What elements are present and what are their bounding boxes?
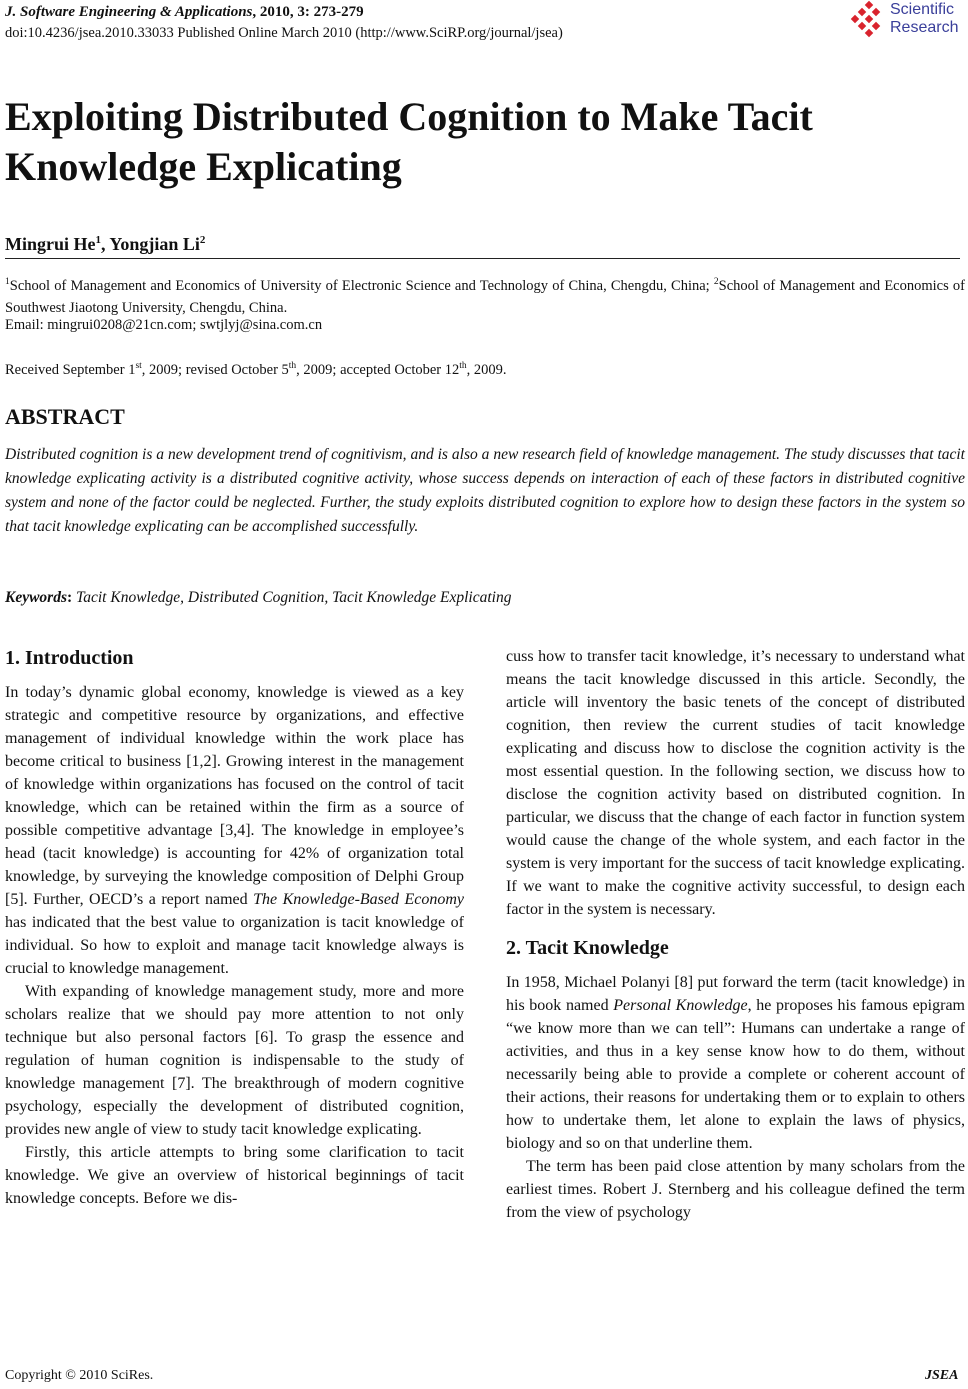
intro-p1-report-title: The Knowledge-Based Economy bbox=[253, 891, 464, 908]
author-separator: , bbox=[101, 234, 110, 254]
keywords-label: Keywords bbox=[5, 589, 67, 606]
section-heading-introduction: 1. Introduction bbox=[5, 647, 134, 669]
tacit-p1-book-title: Personal Knowledge bbox=[613, 997, 748, 1014]
abstract-heading: ABSTRACT bbox=[5, 404, 125, 429]
received-sup: st bbox=[135, 361, 142, 371]
left-column bbox=[5, 645, 464, 1210]
keywords-value: Tacit Knowledge, Distributed Cognition, Tacit Knowledge Explicating bbox=[76, 589, 512, 606]
journal-name: J. Software Engineering & Applications bbox=[5, 4, 253, 20]
abstract-text: Distributed cognition is a new development trend of cognitivism, and is also a new research field of knowledge management. The study discusses that tacit knowledge explicating activity is a distributed cognitive activity, whose success depends on interaction of each of these factors in distributed cognitive system and none of the factor could be neglected. Further, the study exploits distributed cognition to explore how to design these factors in the system so that tacit knowledge explicating can be accomplished successfully. bbox=[5, 446, 965, 535]
tacit-paragraph-1 bbox=[506, 971, 965, 1155]
author-1: Mingrui He bbox=[5, 234, 96, 254]
author-1-affil: 1 bbox=[95, 234, 101, 246]
title-rule bbox=[5, 258, 960, 259]
received-dates bbox=[5, 355, 507, 381]
keywords-colon: : bbox=[67, 589, 77, 606]
intro-paragraph-3: Firstly, this article attempts to bring some clarification to tacit knowledge. We give an overview of historical beginnings of tacit knowledge concepts. Before we dis- bbox=[5, 1144, 464, 1207]
affiliations bbox=[5, 271, 965, 319]
paper-title: Exploiting Distributed Cognition to Make Tacit Knowledge Explicating bbox=[5, 94, 813, 189]
affil-2-mark: 2 bbox=[713, 277, 719, 287]
accepted-sup: th bbox=[459, 361, 467, 371]
affil-1-mark: 1 bbox=[5, 277, 10, 287]
logo-wordmark bbox=[890, 1, 958, 37]
logo-line-1: Scientific bbox=[890, 1, 955, 18]
accepted-year: , 2009. bbox=[466, 361, 507, 378]
accepted-text: , 2009; accepted October 12 bbox=[296, 361, 460, 378]
intro-paragraph-1 bbox=[5, 681, 464, 980]
scientific-research-logo-icon bbox=[848, 0, 888, 40]
logo-line-2: Research bbox=[890, 19, 959, 36]
author-list bbox=[5, 228, 205, 256]
tacit-p1-rest: , he proposes his famous epigram “we know more than we can tell”: Humans can undertake a range of activities, and thus in a key sense know how to do them, without necessarily being able to provide a complete or coherent account of their actions, their reasons for undertaking them or to explain to others how to undertake them, let alone to explain the laws of physics, biology and so on that underline them. bbox=[506, 997, 965, 1152]
publisher-logo bbox=[848, 0, 968, 42]
keywords bbox=[5, 586, 512, 610]
right-column bbox=[506, 645, 965, 1224]
revised-sup: th bbox=[288, 361, 297, 371]
author-emails: Email: mingrui0208@21cn.com; swtjlyj@sina.com.cn bbox=[5, 317, 323, 333]
intro-p1-rest: has indicated that the best value to organization is tacit knowledge of individual. So how to exploit and manage tacit knowledge always is crucial to knowledge management. bbox=[5, 914, 464, 977]
revised-text: , 2009; revised October 5 bbox=[141, 361, 289, 378]
footer-copyright: Copyright © 2010 SciRes. bbox=[5, 1368, 154, 1383]
tacit-p1-text: In 1958, Michael Polanyi [8] put forward the term (tacit knowledge) in his book named bbox=[506, 974, 965, 1014]
affil-1-text: School of Management and Economics of University of Electronic Science and Technology of China, Chengdu, China; bbox=[9, 277, 714, 294]
author-2-affil: 2 bbox=[199, 234, 206, 246]
intro-p1-text: In today’s dynamic global economy, knowledge is viewed as a key strategic and competitive resource by organizations, and effective management of individual knowledge within the work place has become critical to business [1,2]. Growing interest in the management of knowledge within organizations has focused on the control of tacit knowledge, which can be retained within the firm as a source of possible competitive advantage [3,4]. The knowledge in employee’s head (tacit knowledge) is accounting for 42% of organization total knowledge, by surveying the knowledge composition of Delphi Group [5]. Further, OECD’s a report named bbox=[5, 684, 464, 908]
journal-volume: , 2010, 3: 273-279 bbox=[252, 4, 364, 20]
received-text: Received September 1 bbox=[5, 361, 136, 378]
intro-paragraph-3-cont: cuss how to transfer tacit knowledge, it’s necessary to understand what means the tacit knowledge discussed in this article. Secondly, the article will inventory the basic tenets of the concept of distributed cognition, then review the current studies of tacit knowledge explicating and discuss how to disclose the cognition activity is the most essential question. In the following section, we discuss how to disclose the cognition activity based on distributed cognition. In particular, we discuss that the change of each factor in function system would cause the change of the whole system, and each factor in the system is very important for the success of tacit knowledge explicating. If we want to make the cognitive activity successful, to design each factor in the system is necessary. bbox=[506, 648, 965, 918]
journal-citation bbox=[5, 2, 364, 22]
tacit-paragraph-2: The term has been paid close attention by many scholars from the earliest times. Robert J. Sternberg and his colleague defined the term from the view of psychology bbox=[506, 1158, 965, 1221]
section-heading-tacit-knowledge: 2. Tacit Knowledge bbox=[506, 937, 669, 959]
intro-paragraph-2: With expanding of knowledge management study, more and more scholars realize that we should pay more attention to not only technique but also personal factors [6]. To grasp the essence and regulation of human cognition is indispensable to the study of knowledge management [7]. The breakthrough of modern cognitive psychology, especially the development of distributed cognition, provides new angle of view to study tacit knowledge explicating. bbox=[5, 983, 464, 1138]
affil-2-text: School of Management and Economics of Southwest Jiaotong University, Chengdu, China. bbox=[5, 277, 966, 316]
doi-line: doi:10.4236/jsea.2010.33033 Published Online March 2010 (http://www.SciRP.org/journal/jsea) bbox=[5, 25, 563, 41]
footer-journal: JSEA bbox=[925, 1368, 959, 1383]
author-2: Yongjian Li bbox=[109, 234, 200, 254]
